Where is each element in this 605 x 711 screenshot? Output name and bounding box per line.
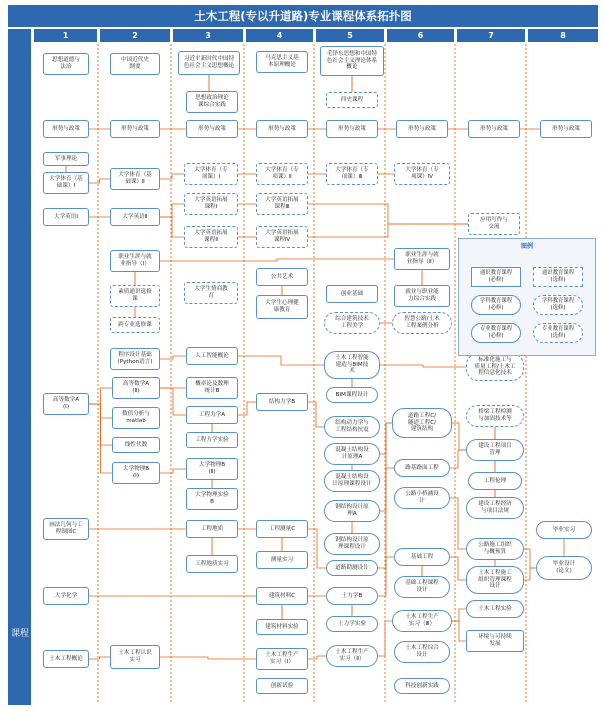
course-node-c3k: 工程力学实验	[186, 432, 238, 448]
course-node-c3m: 大学物理实验 B	[186, 488, 238, 510]
course-node-c6k: 土木工程生产 实习（Ⅲ）	[392, 610, 452, 632]
prerequisite-connector	[378, 557, 394, 596]
prerequisite-connector	[452, 609, 466, 621]
prerequisite-connector	[89, 179, 110, 183]
legend-required-general: 通识教育课程 (必修)	[471, 267, 521, 287]
course-node-c6a: 形势与政策	[396, 120, 448, 138]
course-node-c1b: 形势与政策	[43, 120, 89, 138]
course-node-c5e: 创业基础	[326, 285, 378, 303]
course-node-c1f: 高等数学A (Ⅰ)	[43, 393, 89, 415]
prerequisite-connector	[308, 402, 324, 427]
course-node-c1d: 大学体育（基 础课）Ⅰ	[43, 172, 89, 194]
course-node-c3e: 大学英语拓展 课程Ⅰ	[184, 193, 238, 215]
course-node-c2g: 跨专业选修课	[110, 317, 160, 333]
course-node-c4i: 工程测量C	[256, 520, 308, 538]
course-node-c7c: 标准化施工与 质量工程/土木工 程信息化技术	[466, 353, 524, 381]
prerequisite-connector	[238, 356, 324, 365]
course-node-c2a: 中国近代史 纲要	[110, 53, 160, 75]
course-node-c4j: 测量实习	[256, 551, 308, 569]
course-node-c2k: 线性代数	[112, 437, 160, 453]
column-header-2: 2	[100, 29, 170, 42]
course-node-c5i: 结构动力学与 工程结构抗震	[324, 416, 380, 438]
prerequisite-connector	[450, 557, 466, 580]
prerequisite-connector	[452, 621, 466, 641]
legend	[458, 238, 596, 356]
course-node-c7e: 建设工程项目 管理	[466, 439, 524, 461]
course-node-c4g: 大学生心理健 康教育	[256, 295, 308, 319]
course-node-c3c: 形势与政策	[186, 120, 238, 138]
course-node-c3a: 习近平新时代中国特 色社会主义思想概论	[178, 51, 240, 75]
course-node-c7j: 土木工程实验	[466, 600, 524, 618]
legend-elective-general: 通识教育课程 (选修)	[533, 267, 583, 287]
course-node-c7b: 应用写作与 交流	[468, 213, 520, 235]
course-node-c5a: 毛泽东思想和中国特 色社会主义理论体系 概论	[320, 46, 384, 76]
course-node-c4b: 形势与政策	[256, 120, 308, 138]
page-title: 土木工程(专以升道路)专业课程体系拓扑图	[8, 5, 598, 27]
course-node-c2l: 大学物理B (Ⅰ)	[112, 462, 160, 484]
course-node-c4d: 大学英语拓展 课程Ⅲ	[256, 193, 308, 215]
column-header-5: 5	[316, 29, 384, 42]
course-node-c5c: 形势与政策	[326, 120, 378, 138]
prerequisite-connector	[308, 224, 468, 237]
course-node-c6d: 就业与职业能 力综合实践	[394, 285, 450, 307]
course-node-c6l: 土木工程综合 设计	[394, 641, 450, 663]
course-node-c8b: 毕业实习	[536, 521, 592, 539]
prerequisite-connector	[89, 388, 112, 404]
column-header-3: 3	[173, 29, 243, 42]
course-node-c8a: 形势与政策	[540, 120, 592, 138]
prerequisite-connector	[452, 423, 466, 450]
column-header-8: 8	[528, 29, 598, 42]
course-node-c4m: 土木工程生产 实习（Ⅰ）	[256, 648, 308, 670]
course-node-c3n: 工程地质	[186, 520, 238, 538]
course-node-c7f: 工程伦理	[468, 472, 522, 490]
prerequisite-connector	[308, 656, 326, 659]
column-header-6: 6	[387, 29, 454, 42]
course-node-c2c: 大学体育（基 础课）Ⅱ	[110, 168, 160, 190]
course-node-c5m: 钢结构设计原 理课程设计	[324, 533, 380, 555]
course-node-c2e: 职业生涯与就 业指导（Ⅰ）	[110, 250, 160, 272]
prerequisite-connector	[238, 402, 256, 415]
course-node-c5b: 四史课程	[326, 92, 378, 108]
column-header-1: 1	[34, 29, 97, 42]
course-node-c3i: 概率论及数理 统计B	[186, 377, 238, 399]
course-node-c4n: 创新试验	[256, 678, 308, 694]
course-node-c1c: 军事理论	[43, 152, 89, 166]
course-node-c5p: 土力学实验	[326, 616, 378, 632]
prerequisite-connector	[308, 204, 468, 224]
course-node-c6b: 大学体育（专 项课）Ⅳ	[394, 163, 450, 185]
course-node-c4a: 马克思主义基 本原理概论	[256, 51, 308, 73]
course-node-c6c: 职业生涯与就 业指导（Ⅱ）	[394, 248, 450, 270]
course-node-c5n: 道路勘测设计	[326, 560, 378, 576]
course-node-c7k: 环境与可持续 发展	[466, 630, 524, 652]
course-node-c7g: 建设工程经济 与项目法规	[466, 497, 524, 519]
course-node-c5l: 钢结构设计原 理A	[324, 500, 380, 522]
course-node-c7h: 公路施工组织 与概预算	[466, 538, 524, 560]
course-node-c1a: 思想道德与 法治	[43, 53, 89, 75]
course-node-c1e: 大学英语Ⅰ	[43, 208, 89, 226]
prerequisite-connector	[378, 621, 392, 656]
legend-elective-major: 专业教育课程 (选修)	[533, 323, 583, 343]
prerequisite-connector	[89, 657, 110, 659]
prerequisite-connector	[450, 450, 466, 468]
course-node-c4k: 建筑材料C	[256, 587, 308, 605]
prerequisite-connector	[160, 259, 394, 261]
course-node-c6m: 科技创新实践	[394, 678, 450, 694]
prerequisite-connector	[308, 529, 326, 568]
course-node-c6i: 基础工程	[394, 548, 450, 566]
column-header-7: 7	[457, 29, 525, 42]
prerequisite-connector	[160, 174, 184, 179]
course-node-c5g: 土木工程智能 建造与BIM技 术	[324, 351, 380, 379]
course-node-c4h: 结构力学B	[256, 393, 308, 411]
prerequisite-connector	[160, 204, 184, 217]
course-node-c5f: 综合建筑技术 工程美学	[324, 312, 380, 334]
course-node-c1h: 大学化学	[43, 587, 89, 605]
course-node-c8c: 毕业设计 (论文)	[536, 556, 592, 580]
course-node-c4e: 大学英语拓展 课程Ⅳ	[256, 226, 308, 248]
course-node-c4c: 大学体育（专 项课）Ⅱ	[256, 163, 308, 185]
legend-required-major: 专业教育课程 (必修)	[471, 323, 521, 343]
prerequisite-connector	[160, 356, 186, 359]
prerequisite-connector	[89, 404, 112, 473]
course-node-c3j: 工程力学A	[186, 406, 238, 424]
course-node-c5d: 大学体育（专 项课）Ⅲ	[326, 163, 378, 185]
course-node-c2f: 素质通识选修 课	[110, 285, 160, 307]
course-node-c7i: 土木工程施工 组织管理课程 设计	[466, 566, 524, 594]
course-node-c6j: 基础工程课程 设计	[394, 576, 450, 598]
course-node-c5q: 土木工程生产 实习（Ⅱ）	[326, 645, 378, 667]
prerequisite-connector	[380, 365, 466, 367]
course-node-c6f: 道路工程C/ 隧道工程C/ 建筑结构	[392, 408, 452, 438]
course-node-c3g: 大学生情商教 育	[184, 282, 238, 304]
course-node-c2j: 数值分析与 matlab	[112, 407, 160, 429]
column-header-4: 4	[246, 29, 313, 42]
prerequisite-connector	[378, 468, 394, 568]
course-node-c3l: 大学物理B (Ⅱ)	[186, 458, 238, 480]
legend-elective-discipline: 学科教育课程 (选修)	[533, 295, 583, 315]
course-node-c5h: BIM课程设计	[326, 387, 378, 403]
course-node-c2b: 形势与政策	[110, 120, 160, 138]
course-node-c7d: 桥梁工程检测 与加固技术等	[466, 405, 524, 427]
course-node-c6e: 智慧公路/土木 工程案例分析	[392, 312, 452, 334]
course-node-c5o: 土力学B	[326, 587, 378, 605]
course-node-c4f: 公共艺术	[256, 268, 308, 286]
prerequisite-connector	[160, 217, 184, 237]
course-node-c1g: 画法几何与工 程制图C	[43, 518, 89, 540]
course-node-c4l: 建筑材料实验	[256, 619, 308, 635]
course-node-c5k: 混凝土结构设 计原理课程设计	[324, 470, 380, 492]
prerequisite-connector	[160, 469, 186, 473]
prerequisite-connector	[160, 388, 186, 415]
prerequisite-connector	[160, 657, 256, 659]
course-node-c3d: 大学体育（专 项课）Ⅰ	[184, 163, 238, 185]
course-node-c3h: 人工智能概论	[186, 347, 238, 365]
course-node-c3f: 大学英语拓展 课程Ⅱ	[184, 226, 238, 248]
prerequisite-connector	[450, 498, 466, 549]
course-node-c2m: 土木工程认识 实习	[110, 645, 160, 669]
course-node-c2i: 高等数学A (Ⅱ)	[112, 377, 160, 399]
course-node-c2h: 程序设计基础 (Python语言)	[110, 348, 160, 370]
course-node-c1i: 土木工程概论	[43, 650, 89, 668]
course-node-c6g: 路基路面工程	[394, 459, 450, 477]
course-node-c5j: 混凝土结构设 计原理A	[324, 443, 380, 465]
course-node-c7a: 形势与政策	[468, 120, 520, 138]
legend-required-discipline: 学科教育课程 (必修)	[471, 295, 521, 315]
course-node-c3b: 思想政治理论 课综合实践	[186, 91, 238, 113]
course-node-c3o: 工程地质实习	[186, 555, 238, 573]
side-label: 课程	[10, 629, 29, 639]
legend-title: 图例	[520, 243, 533, 250]
course-node-c2d: 大学英语Ⅱ	[110, 208, 160, 226]
course-node-c6h: 公路小桥涵设 计	[394, 487, 450, 509]
